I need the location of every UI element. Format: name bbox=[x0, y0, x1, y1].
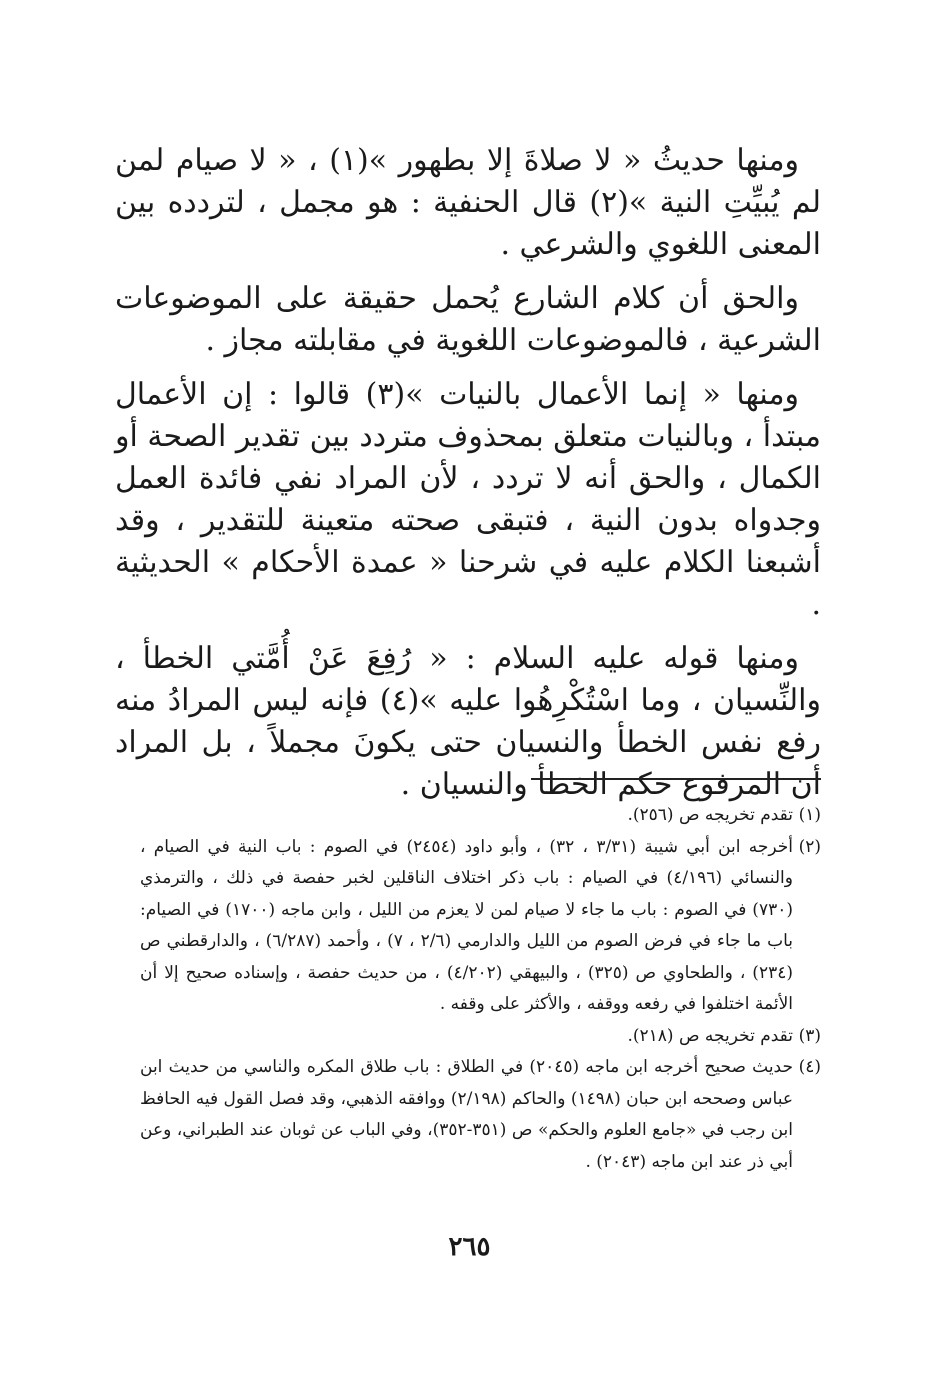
footnote-number: (١) bbox=[798, 805, 821, 825]
footnote-text: تقدم تخريجه ص (٢٥٦). bbox=[627, 805, 793, 825]
paragraph-4: ومنها قوله عليه السلام : « رُفِعَ عَنْ أُمَّتي الخطأ ، والنِّسيان ، وما اسْتُكْرِهُوا عليه »(٤) فإنه ليس المرادُ منه رفع نفس الخطأ والنسيان حتى يكونَ مجملاً ، بل المراد أن المرفوع حكم الخطأ والنسيان . bbox=[115, 641, 821, 802]
footnote-text: أخرجه ابن أبي شيبة (٣/٣١ ، ٣٢) ، وأبو داود (٢٤٥٤) في الصوم : باب النية في الصيام ، والنسائي (٤/١٩٦) في الصيام : باب ذكر اختلاف الناقلين لخبر حفصة في ذلك ، والترمذي (٧٣٠) في الصوم : باب ما جاء لا صيام لمن لا يعزم من الليل ، وابن ماجه (١٧٠٠) في الصيام: باب ما جاء في فرض الصوم من الليل والدارمي (٢/٦ ، ٧) ، وأحمد (٦/٢٨٧) ، والدارقطني ص (٢٣٤) ، والطحاوي ص (٣٢٥) ، والبيهقي (٤/٢٠٢) ، من حديث حفصة ، وإسناده صحيح إلا أن الأئمة اختلفوا في رفعه ووقفه ، والأكثر على وقفه . bbox=[140, 836, 794, 1014]
footnote-text: تقدم تخريجه ص (٢١٨). bbox=[627, 1025, 793, 1046]
paragraph-3: ومنها « إنما الأعمال بالنيات »(٣) قالوا : إن الأعمال مبتدأ ، وبالنيات متعلق بمحذوف متردد بين تقدير الصحة أو الكمال ، والحق أنه لا تردد ، لأن المراد نفي فائدة العمل وجدواه بدون النية ، فتبقى صحته متعينة للتقدير ، وقد أشبعنا الكلام عليه في شرحنا « عمدة الأحكام » الحديثية . bbox=[115, 377, 821, 622]
footnote-separator bbox=[531, 778, 821, 780]
footnote-text: حديث صحيح أخرجه ابن ماجه (٢٠٤٥) في الطلاق : باب طلاق المكره والناسي من حديث ابن عباس وصححه ابن حبان (١٤٩٨) والحاكم (٢/١٩٨) ووافقه الذهبي، وقد فصل القول فيه الحافظ ابن رجب في «جامع العلوم والحكم» ص (٣٥١-٣٥٢)، وفي الباب عن ثوبان عند الطبراني، وعن أبي ذر عند ابن ماجه (٢٠٤٣) . bbox=[140, 1057, 793, 1172]
footnote-3 bbox=[140, 1021, 821, 1053]
paragraph-1: ومنها حديثُ « لا صلاةَ إلا بطهور »(١) ، « لا صيام لمن لم يُبيِّتِ النية »(٢) قال الحنفية : هو مجمل ، لتردده بين المعنى اللغوي والشرعي . bbox=[115, 143, 821, 262]
footnote-number: (٣) bbox=[798, 1025, 821, 1046]
footnote-2 bbox=[140, 832, 821, 1021]
footnote-1 bbox=[140, 800, 821, 832]
footnote-4 bbox=[140, 1052, 821, 1178]
footnote-number: (٢) bbox=[798, 836, 821, 857]
page-number: ٢٦٥ bbox=[448, 1232, 491, 1262]
footnote-number: (٤) bbox=[798, 1057, 821, 1077]
paragraph-2: والحق أن كلام الشارع يُحمل حقيقة على الموضوعات الشرعية ، فالموضوعات اللغوية في مقابلته مجاز . bbox=[115, 281, 821, 358]
main-text bbox=[115, 140, 821, 818]
footnotes bbox=[140, 800, 821, 1178]
